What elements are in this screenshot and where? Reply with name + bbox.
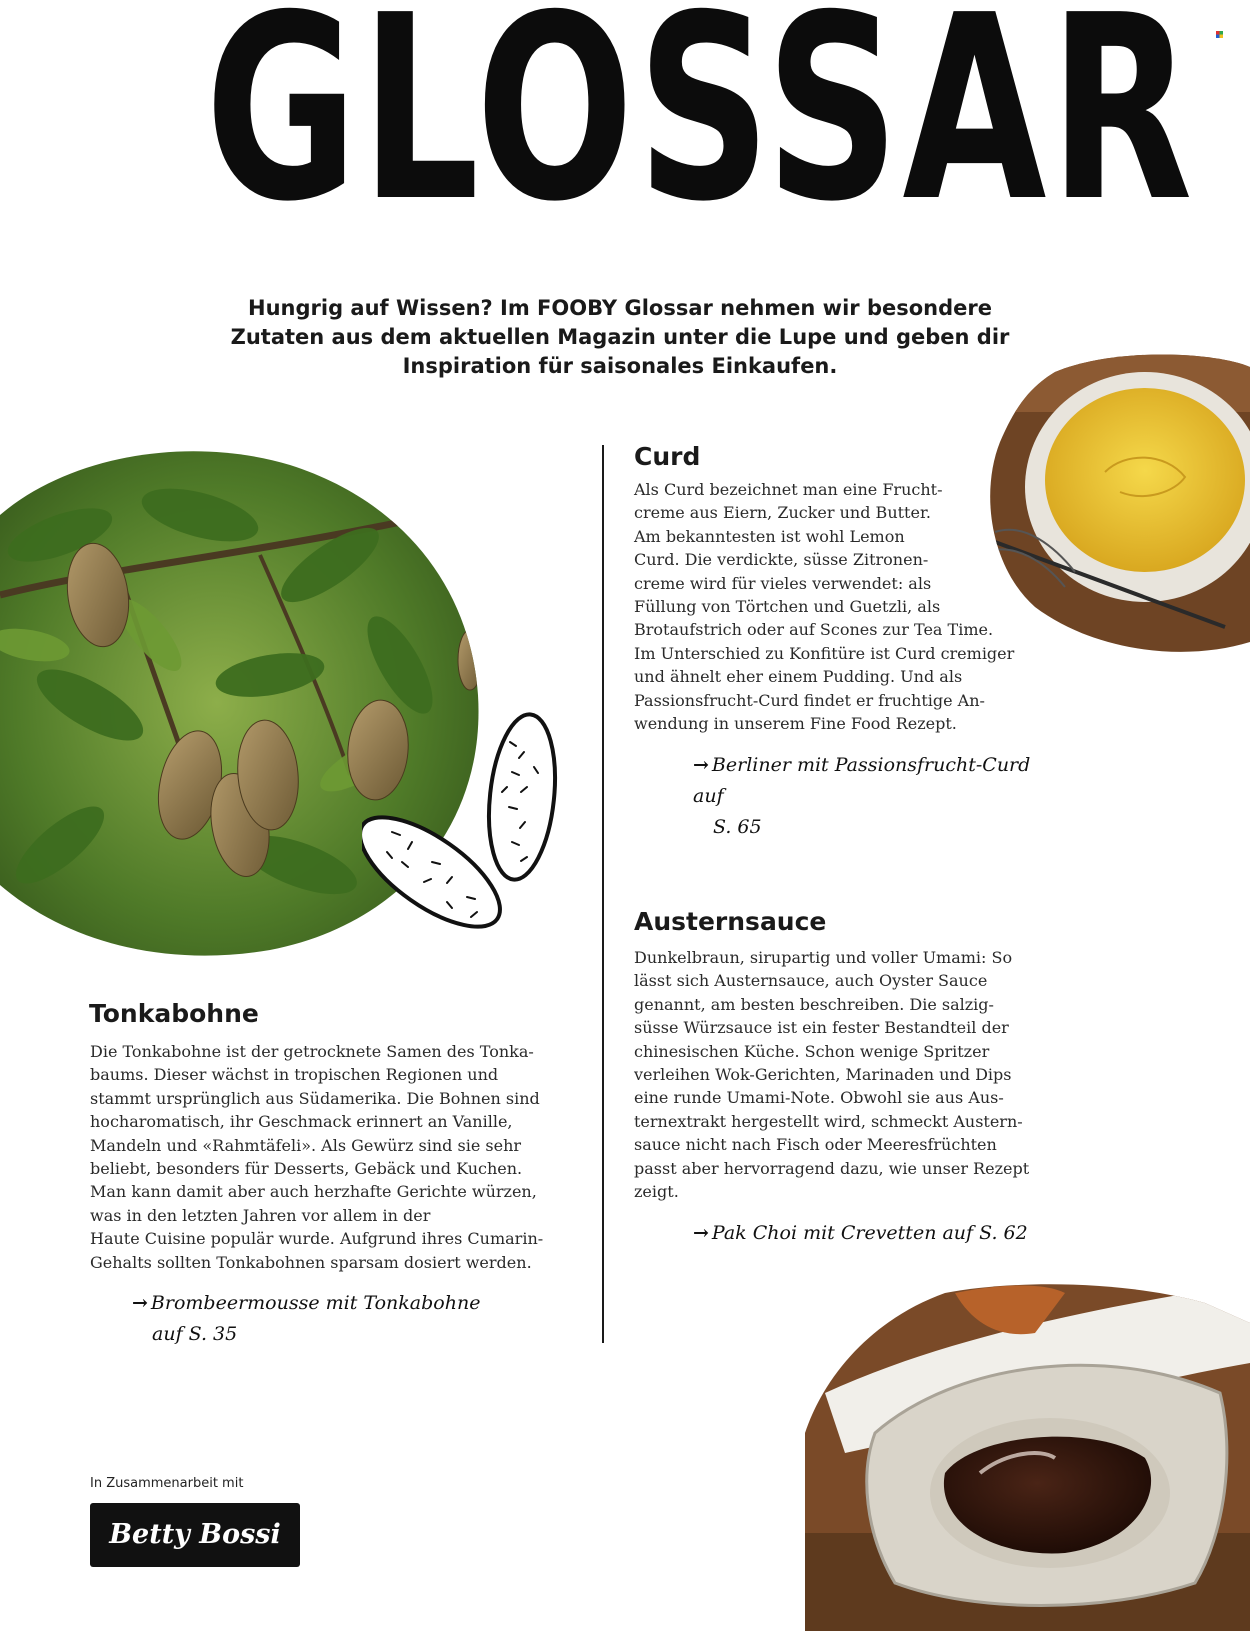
tonkabohne-recipe-link[interactable]: → Brombeermousse mit Tonkabohne auf S. 35: [132, 1292, 481, 1345]
austernsauce-heading: Austernsauce: [634, 907, 827, 936]
oyster-sauce-bowl-photo: [805, 1283, 1250, 1631]
arrow-icon: →: [693, 1222, 709, 1244]
curd-text: Als Curd bezeichnet man eine Frucht- creme aus Eiern, Zucker und Butter. Am bekanntesten ist wohl Lemon Curd. Die verdickte, süsse Zitronen- creme wird für vieles verwendet: als Füllung von Törtchen und Guetzli, als Brotaufstrich oder auf Scones zur Tea Time. Im Unterschied zu Konfitüre ist Curd cremiger und ähnelt eher einem Pudding. Und als Passionsfrucht-Curd findet er fruchtige An- wendung in unserem Fine Food Rezept.: [634, 480, 1015, 734]
color-mark-icon: [1216, 31, 1223, 38]
tonka-bean-illustration: [362, 712, 562, 947]
intro-text: Hungrig auf Wissen? Im FOOBY Glossar nehmen wir besondere Zutaten aus dem aktuellen Magazin unter die Lupe und geben dir Inspiration für saisonales Einkaufen.: [230, 296, 1010, 378]
arrow-icon: →: [132, 1292, 148, 1314]
collab-label: In Zusammenarbeit mit: [90, 1476, 244, 1491]
arrow-icon: →: [693, 754, 709, 776]
austernsauce-text: Dunkelbraun, sirupartig und voller Umami: So lässt sich Austernsauce, auch Oyster Sauce genannt, am besten beschreiben. Die salzig- süsse Würzsauce ist ein fester Bestandteil der chinesischen Küche. Schon wenige Spritzer verleihen Wok-Gerichten, Marinaden und Dips eine runde Umami-Note. Obwohl sie aus Aus- ternextrakt hergestellt wird, schmeckt Austern- sauce nicht nach Fisch oder Meeresfrüchten passt aber hervorragend dazu, wie unser Rezept zeigt.: [634, 948, 1030, 1202]
betty-bossi-logo: Betty Bossi: [90, 1503, 300, 1567]
curd-heading: Curd: [634, 442, 701, 471]
austernsauce-recipe-link[interactable]: → Pak Choi mit Crevetten auf S. 62: [693, 1222, 1028, 1244]
column-divider: [602, 445, 604, 1343]
curd-recipe-link[interactable]: → Berliner mit Passionsfrucht-Curd auf S. 65: [693, 754, 1031, 838]
page-title: GLOSSAR: [205, 0, 1196, 258]
tonkabohne-heading: Tonkabohne: [89, 999, 259, 1028]
tonkabohne-text: Die Tonkabohne ist der getrocknete Samen des Tonka- baums. Dieser wächst in tropischen Regionen und stammt ursprünglich aus Südamerika. Die Bohnen sind hocharomatisch, ihr Geschmack erinnert an Vanille, Mandeln und «Rahmtäfeli». Als Gewürz sind sie sehr beliebt, besonders für Desserts, Gebäck und Kuchen. Man kann damit aber auch herzhafte Gerichte würzen, was in den letzten Jahren vor allem in der Haute Cuisine populär wurde. Aufgrund ihres Cumarin- Gehalts sollten Tonkabohnen sparsam dosiert werden.: [90, 1042, 544, 1272]
